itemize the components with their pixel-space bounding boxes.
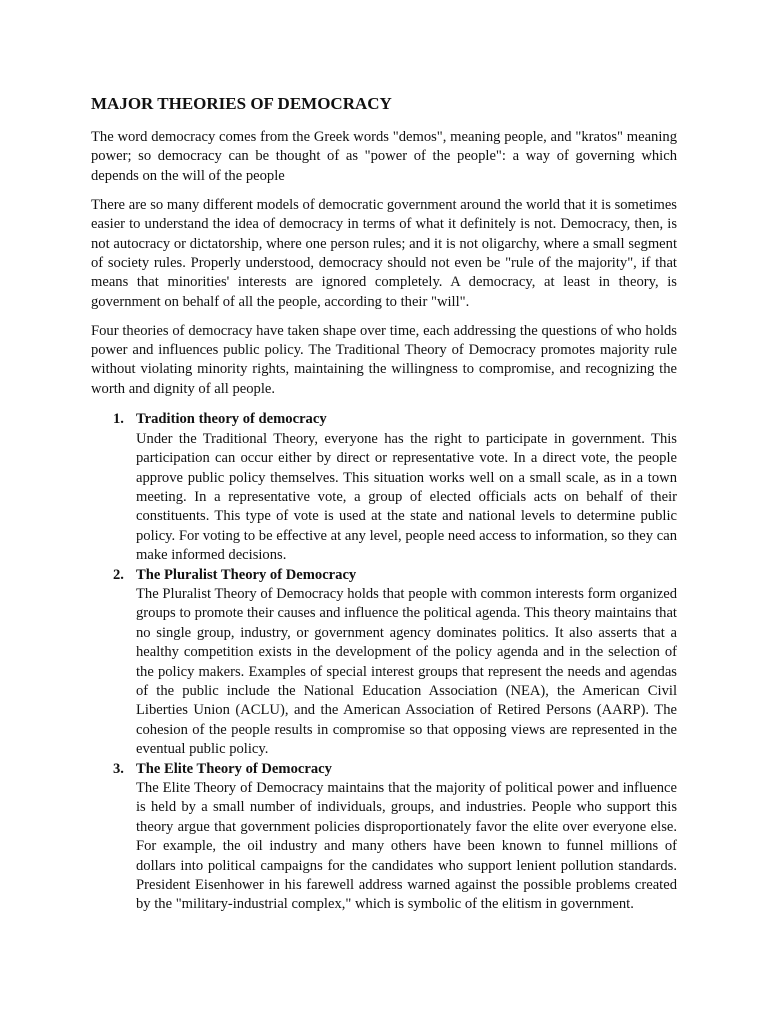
theory-title: The Pluralist Theory of Democracy	[136, 566, 357, 583]
theory-item-elite	[91, 760, 677, 915]
intro-paragraph-3: Four theories of democracy have taken shape over time, each addressing the questions of who holds power and influences public policy. The Traditional Theory of Democracy promotes majority rule without violating minority rights, maintaining the willingness to compromise, and recognizing the worth and dignity of all people.	[91, 322, 677, 397]
intro-paragraph-1: The word democracy comes from the Greek words "demos", meaning people, and "kratos" meaning power; so democracy can be thought of as "power of the people": a way of governing which depends on the will of the people	[91, 129, 677, 184]
theory-body: The Elite Theory of Democracy maintains that the majority of political power and influence is held by a small number of individuals, groups, and industries. People who support this theory argue that government policies disproportionately favor the elite over everyone else. For example, the oil industry and many others have been known to funnel millions of dollars into political campaigns for the candidates who support lenient pollution standards. President Eisenhower in his farewell address warned against the possible problems created by the "military-industrial complex," which is symbolic of the elitism in government.	[136, 780, 677, 913]
theories-list	[91, 410, 677, 915]
document-page	[91, 93, 677, 915]
theory-item-traditional	[91, 410, 677, 565]
list-number: 3.	[113, 760, 124, 777]
theory-title: The Elite Theory of Democracy	[136, 760, 332, 777]
theory-item-pluralist	[91, 566, 677, 760]
theory-body: Under the Traditional Theory, everyone has the right to participate in government. This participation can occur either by direct or representative vote. In a direct vote, the people approve public policy themselves. This situation works well on a small scale, as in a town meeting. In a representative vote, a group of elected officials acts on behalf of their constituents. This type of vote is used at the state and national levels to determine public policy. For voting to be effective at any level, people need access to information, so they can make informed decisions.	[136, 430, 677, 564]
intro-paragraph-2: There are so many different models of democratic government around the world that it is sometimes easier to understand the idea of democracy in terms of what it definitely is not. Democracy, then, is not autocracy or dictatorship, where one person rules; and it is not oligarchy, where a small segment of society rules. Properly understood, democracy should not even be "rule of the majority", if that means that minorities' interests are ignored completely. A democracy, at least in theory, is government on behalf of all the people, according to their "will".	[91, 196, 677, 310]
document-title: MAJOR THEORIES OF DEMOCRACY	[91, 94, 392, 113]
list-number: 2.	[113, 566, 124, 583]
list-number: 1.	[113, 411, 124, 428]
theory-body: The Pluralist Theory of Democracy holds that people with common interests form organized groups to promote their causes and influence the political agenda. This theory maintains that no single group, industry, or government agency dominates politics. It also asserts that a healthy competition exists in the development of the policy agenda and in the selection of the policy makers. Examples of special interest groups that represent the needs and agendas of the public include the National Education Association (NEA), the American Civil Liberties Union (ACLU), and the American Association of Retired Persons (AARP). The cohesion of the people results in compromise so that opposing views are represented in the eventual public policy.	[136, 585, 677, 758]
theory-title: Tradition theory of democracy	[136, 411, 327, 428]
